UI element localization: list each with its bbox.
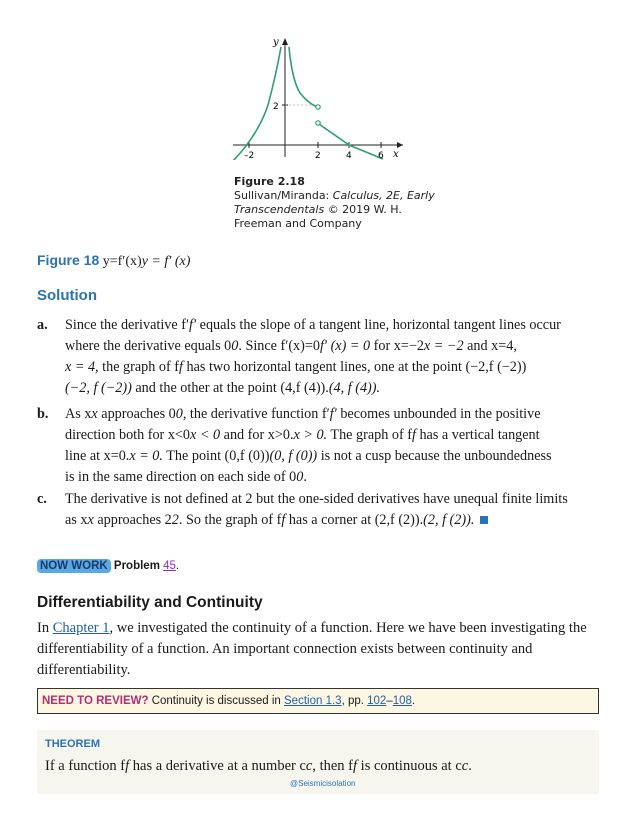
section-heading: Differentiability and Continuity — [37, 594, 263, 611]
figure-caption-title: Figure 2.18 — [234, 175, 305, 188]
tick-y-2: 2 — [273, 102, 279, 112]
page-link-start[interactable]: 102 — [367, 695, 387, 707]
theorem-text: If a function ff has a derivative at a number cc, then ff is continuous at cc. — [45, 758, 472, 774]
tick-x-6: 6 — [378, 151, 384, 160]
derivative-graph — [228, 35, 408, 160]
end-of-solution-icon — [480, 516, 488, 524]
figure-label: Figure 18 y=f′(x)y = f′ (x) — [37, 252, 191, 269]
solution-item-b: b. As xx approaches 00, the derivative function f′f′ becomes unbounded in the positive direction both for x<0x < 0 and for x>0.x > 0. The graph of ff has a vertical tangent line at x=0.x = 0. The point (0,f (0))(0, f (0)) is not a cusp because the unboundedness is in the same direction on each side of 00. — [37, 406, 552, 485]
tick-x-4: 4 — [346, 151, 352, 160]
axis-x-label: x — [393, 149, 399, 160]
theorem-heading: THEOREM — [45, 738, 100, 750]
solution-item-a: a. Since the derivative f′f′ equals the slope of a tangent line, horizontal tangent lines occur where the derivative equals 00. Since f′(x)=0f′ (x) = 0 for x=−2x = −2 and x=4, x = 4, the graph of ff has two horizontal tangent lines, one at the point (−2,f (−2)) (−2, f (−2)) and the other at the point (4,f (4)).(4, f (4)). — [37, 317, 561, 396]
chapter-link[interactable]: Chapter 1 — [52, 620, 110, 636]
tick-x-2: 2 — [315, 151, 321, 160]
axis-y-label: y — [273, 37, 279, 48]
solution-heading: Solution — [37, 287, 97, 304]
now-work-badge: NOW WORK — [37, 559, 111, 573]
intro-paragraph: In Chapter 1, we investigated the continuity of a function. Here we have been investigating the differentiability of a function. An important connection exists between continuity and differentiability. — [37, 620, 587, 678]
figure-caption: Figure 2.18 Sullivan/Miranda: Calculus, 2E, Early Transcendentals © 2019 W. H. Freeman and Company — [234, 175, 435, 230]
section-link[interactable]: Section 1.3 — [284, 695, 342, 707]
review-box: NEED TO REVIEW? Continuity is discussed in Section 1.3, pp. 102–108. — [37, 688, 599, 714]
tick-x-neg2: –2 — [244, 151, 255, 160]
now-work: NOW WORK Problem 45. — [37, 560, 179, 572]
page-link-end[interactable]: 108 — [392, 695, 412, 707]
solution-item-c: c. The derivative is not defined at 2 but the one-sided derivatives have unequal finite limits as xx approaches 22. So the graph of ff has a corner at (2,f (2)).(2, f (2)). — [37, 491, 568, 528]
watermark: @Seismicisolation — [290, 779, 356, 788]
problem-link[interactable]: 45 — [163, 560, 176, 572]
